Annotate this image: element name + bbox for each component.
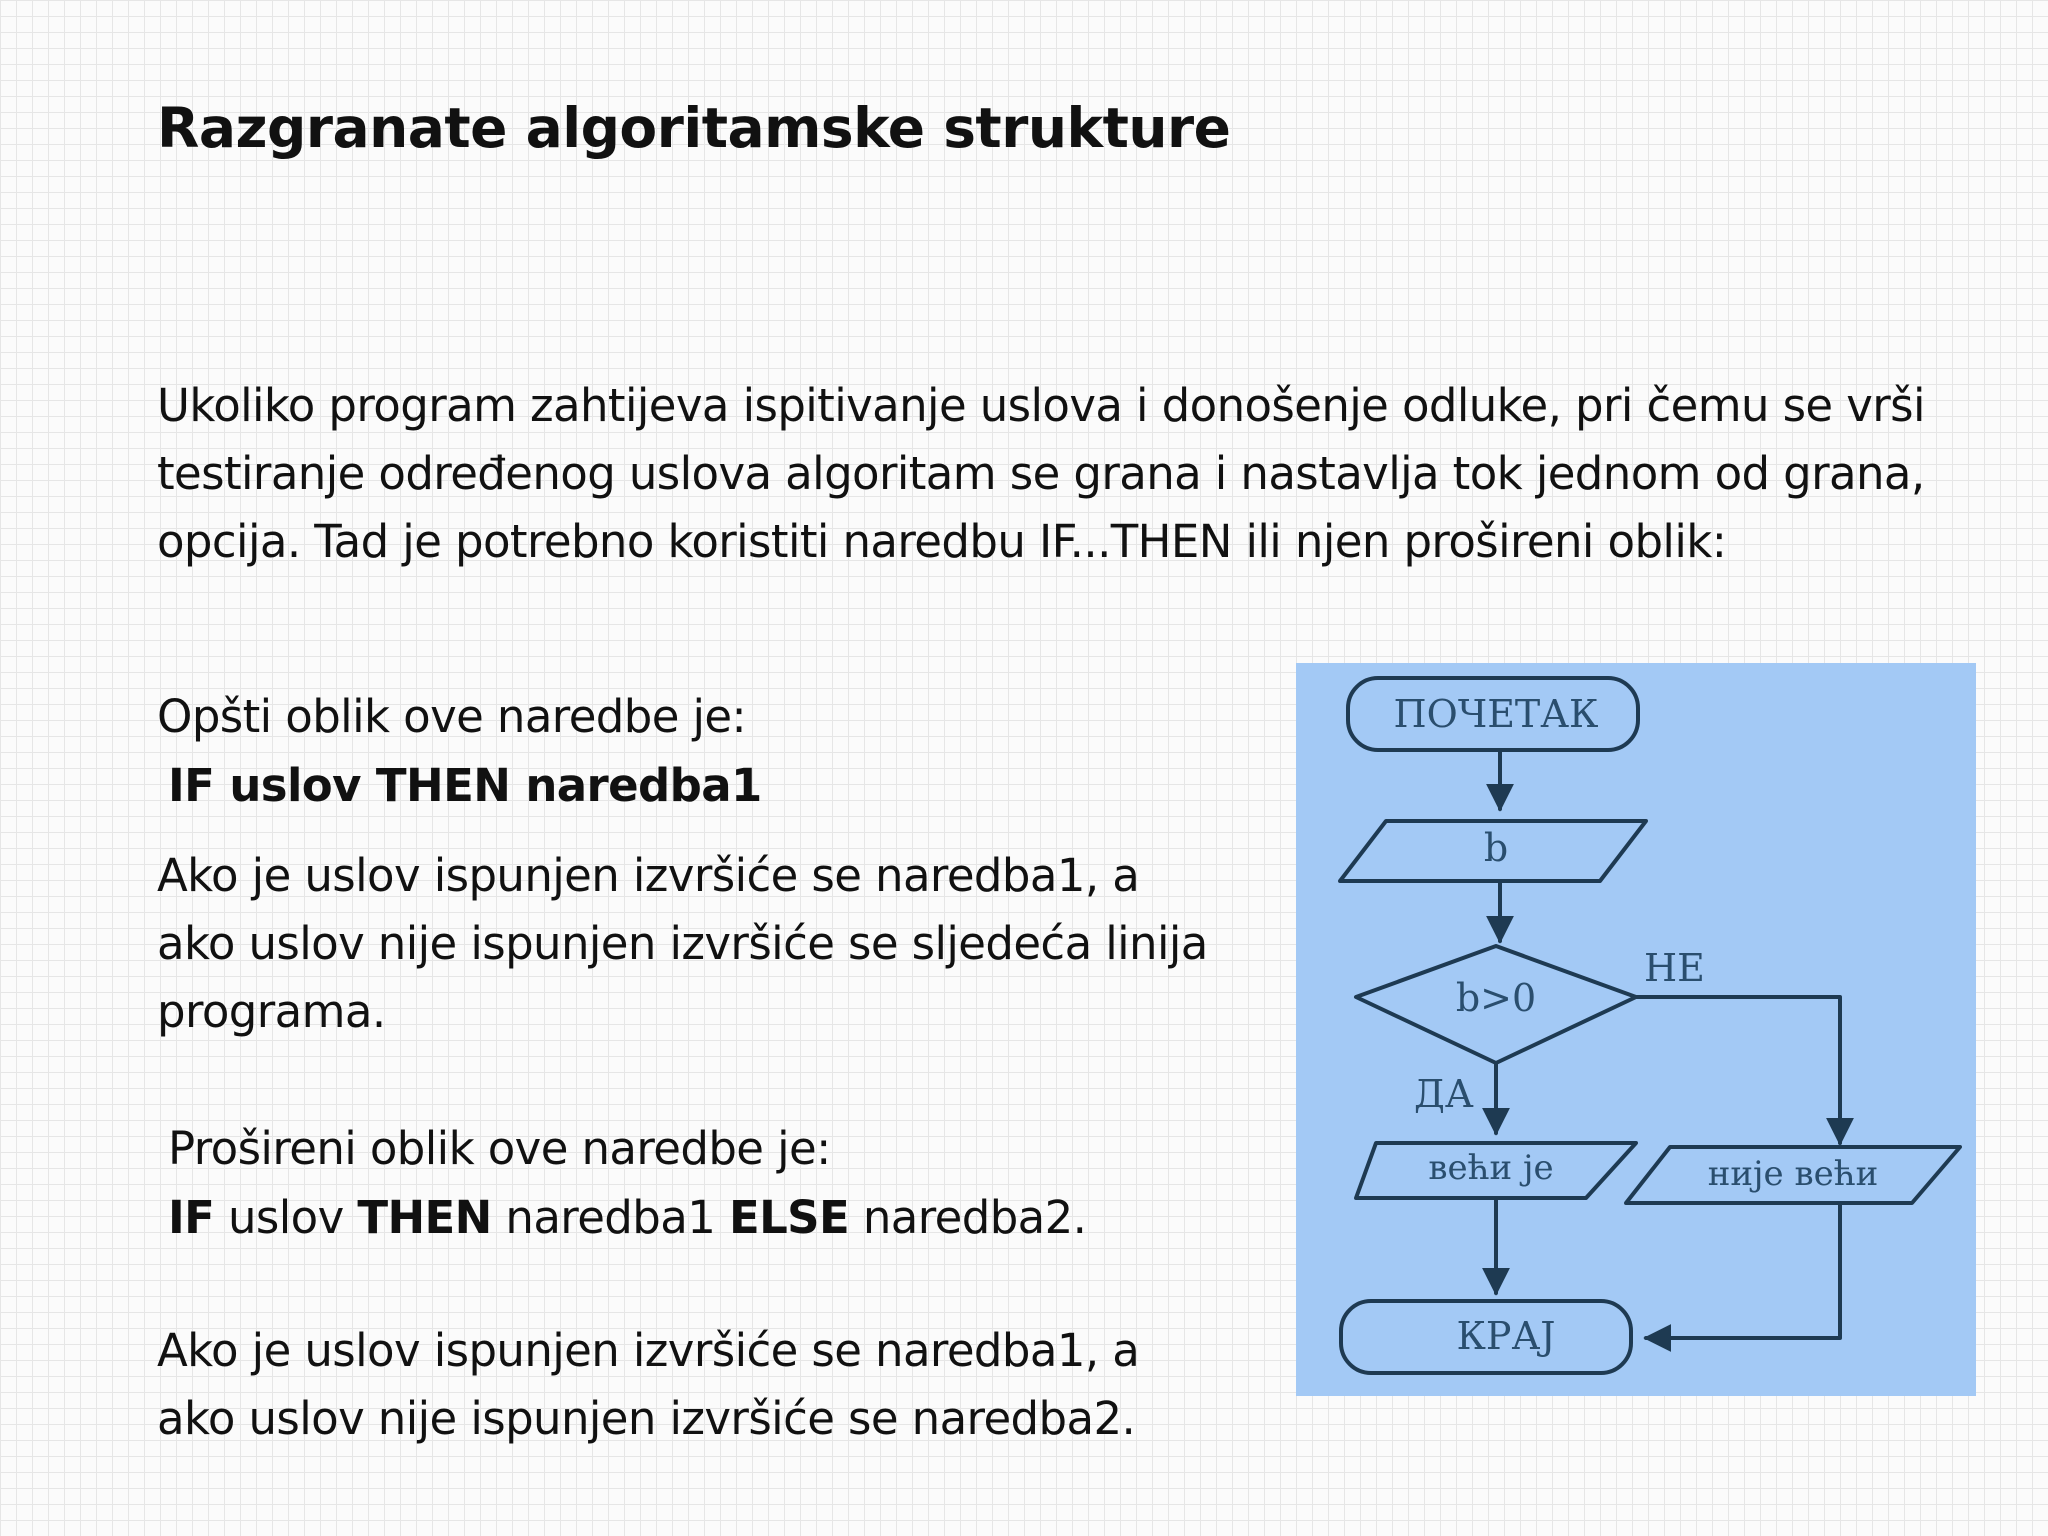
syntax-condition: uslov	[214, 1191, 358, 1244]
slide-title: Razgranate algoritamske strukture	[157, 96, 1231, 160]
general-form-label: Opšti oblik ove naredbe je:	[157, 690, 747, 743]
if-then-else-flowchart	[1296, 663, 1976, 1396]
no-label: НЕ	[1644, 946, 1705, 990]
input-text: b	[1483, 826, 1509, 870]
syntax-statement2: naredba2.	[849, 1191, 1087, 1244]
syntax-statement1: naredba1	[491, 1191, 729, 1244]
extended-form-label: Prošireni oblik ove naredbe je:	[168, 1122, 831, 1175]
condition-text: b>0	[1455, 976, 1537, 1020]
keyword-else: ELSE	[728, 1191, 850, 1244]
end-text: КРАЈ	[1456, 1314, 1556, 1358]
intro-paragraph: Ukoliko program zahtijeva ispitivanje uslova i donošenje odluke, pri čemu se vrši testiranje određenog uslova algoritam se grana i nastavlja tok jednom od grana, opcija. Tad je potrebno koristiti naredbu IF...THEN ili njen prošireni oblik:	[157, 379, 1925, 568]
general-form-explanation: Ako je uslov ispunjen izvršiće se naredba1, a ako uslov nije ispunjen izvršiće se sljedeća linija programa.	[157, 849, 1208, 1038]
keyword-then: THEN	[357, 1191, 492, 1244]
flowchart-background	[1296, 663, 1976, 1396]
yes-label: ДА	[1414, 1072, 1474, 1116]
no-output-text: није већи	[1707, 1154, 1879, 1194]
extended-form-syntax	[168, 1184, 1086, 1252]
extended-form-explanation: Ako je uslov ispunjen izvršiće se naredba1, a ako uslov nije ispunjen izvršiće se naredba2.	[157, 1324, 1140, 1445]
keyword-if: IF	[168, 1191, 215, 1244]
yes-output-text: већи је	[1428, 1148, 1554, 1188]
general-form-syntax: IF uslov THEN naredba1	[168, 759, 762, 812]
start-text: ПОЧЕТАК	[1393, 692, 1599, 736]
